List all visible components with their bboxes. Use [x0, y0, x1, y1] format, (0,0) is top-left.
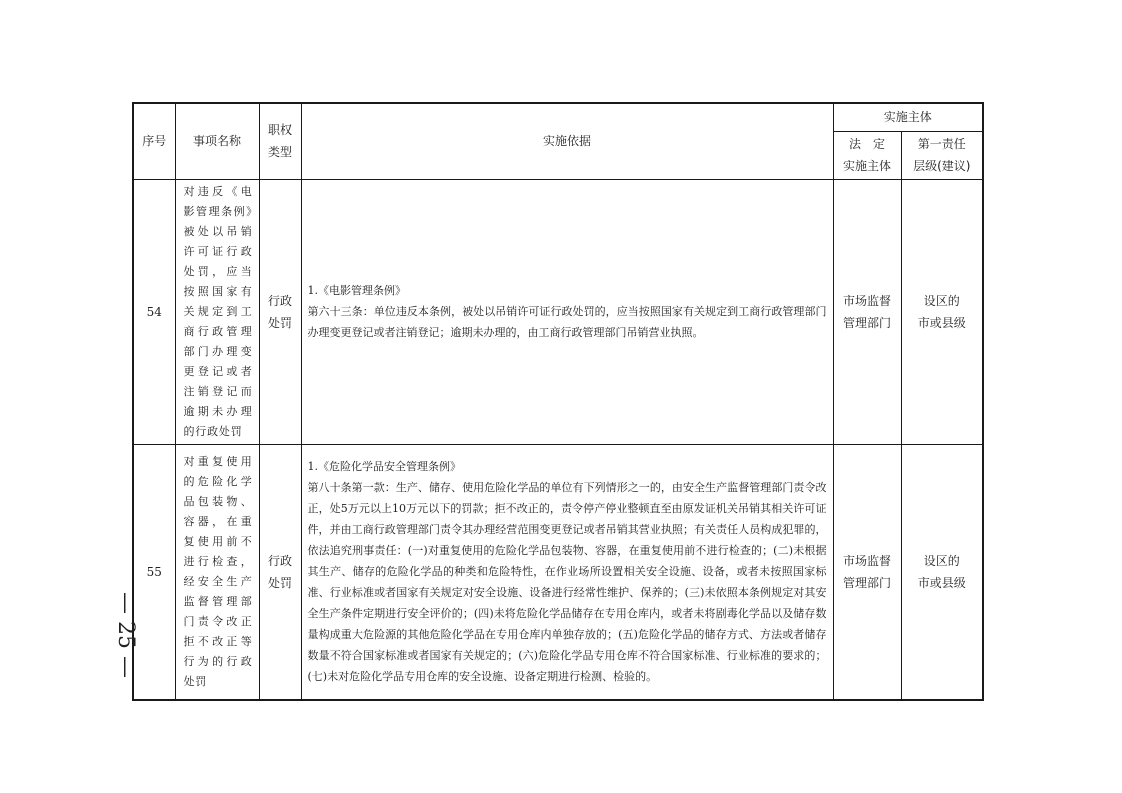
row-legal-subject	[833, 444, 901, 700]
header-seq: 序号	[133, 103, 175, 179]
table-row	[133, 179, 983, 444]
row-basis-title: 1.《危险化学品安全管理条例》	[307, 460, 461, 474]
header-first-level	[901, 131, 983, 179]
row-power-type-line2: 处罚	[267, 315, 292, 330]
row-legal-line1: 市场监督	[842, 293, 891, 308]
page-number-text: — 25 —	[113, 592, 138, 678]
power-list-table	[132, 102, 984, 701]
row-level-line2: 市或县级	[917, 315, 966, 330]
header-legal-subject	[833, 131, 901, 179]
header-power-type-line2: 类型	[267, 145, 292, 160]
row-basis-text: 第八十条第一款：生产、储存、使用危险化学品的单位有下列情形之一的，由安全生产监督管理部门责令改正，处5万元以上10万元以下的罚款；拒不改正的，责令停产停业整顿直至由原发证机关吊销其相关许可证件，并由工商行政管理部门责令其办理经营范围变更登记或者吊销其营业执照；有关责任人员构成犯罪的，依法追究刑事责任：(一)对重复使用的危险化学品包装物、容器，在重复使用前不进行检查的；(二)未根据其生产、储存的危险化学品的种类和危险特性，在作业场所设置相关安全设施、设备，或者未按照国家标准、行业标准或者国家有关规定对安全设施、设备进行经常性维护、保养的；(三)未依照本条例规定对其安全生产条件定期进行安全评价的；(四)未将危险化学品储存在专用仓库内，或者未将剧毒化学品以及储存数量构成重大危险源的其他危险化学品在专用仓库内单独存放的；(五)危险化学品的储存方式、方法或者储存数量不符合国家标准或者国家有关规定的；(六)危险化学品专用仓库不符合国家标准、行业标准的要求的；(七)未对危险化学品专用仓库的安全设施、设备定期进行检测、检验的。	[307, 481, 827, 684]
row-power-type-line2: 处罚	[267, 575, 292, 590]
row-legal-line2: 管理部门	[842, 315, 891, 330]
row-basis-title: 1.《电影管理条例》	[307, 284, 406, 297]
row-level-line2: 市或县级	[917, 575, 966, 590]
row-level-line1: 设区的	[923, 553, 960, 568]
header-basis: 实施依据	[301, 103, 833, 179]
row-level	[901, 179, 983, 444]
row-power-type	[259, 179, 301, 444]
header-first-line1: 第一责任	[917, 137, 966, 151]
row-item-name: 对违反《电影管理条例》被处以吊销许可证行政处罚，应当按照国家有关规定到工商行政管理部门办理变更登记或者注销登记而逾期未办理的行政处罚	[175, 179, 259, 444]
header-first-line2: 层级(建议)	[913, 159, 971, 173]
header-power-type-line1: 职权	[267, 123, 292, 138]
header-item-name: 事项名称	[175, 103, 259, 179]
row-basis	[301, 444, 833, 700]
table-row	[133, 444, 983, 700]
header-legal-line2: 实施主体	[842, 159, 891, 173]
page-number	[80, 592, 140, 700]
header-legal-line1: 法 定	[848, 137, 885, 151]
row-power-type	[259, 444, 301, 700]
row-level	[901, 444, 983, 700]
row-legal-line2: 管理部门	[842, 575, 891, 590]
row-basis	[301, 179, 833, 444]
header-power-type	[259, 103, 301, 179]
row-level-line1: 设区的	[923, 293, 960, 308]
row-legal-subject	[833, 179, 901, 444]
row-power-type-line1: 行政	[267, 293, 292, 308]
header-subject: 实施主体	[833, 103, 983, 131]
row-power-type-line1: 行政	[267, 553, 292, 568]
row-basis-text: 第六十三条：单位违反本条例，被处以吊销许可证行政处罚的，应当按照国家有关规定到工商行政管理部门办理变更登记或者注销登记；逾期未办理的，由工商行政管理部门吊销营业执照。	[307, 305, 827, 339]
row-item-name: 对重复使用的危险化学品包装物、容器，在重复使用前不进行检查，经安全生产监督管理部门责令改正拒不改正等行为的行政处罚	[175, 444, 259, 700]
row-legal-line1: 市场监督	[842, 553, 891, 568]
row-seq: 55	[133, 444, 175, 700]
header-row-top	[133, 103, 983, 131]
row-seq: 54	[133, 179, 175, 444]
